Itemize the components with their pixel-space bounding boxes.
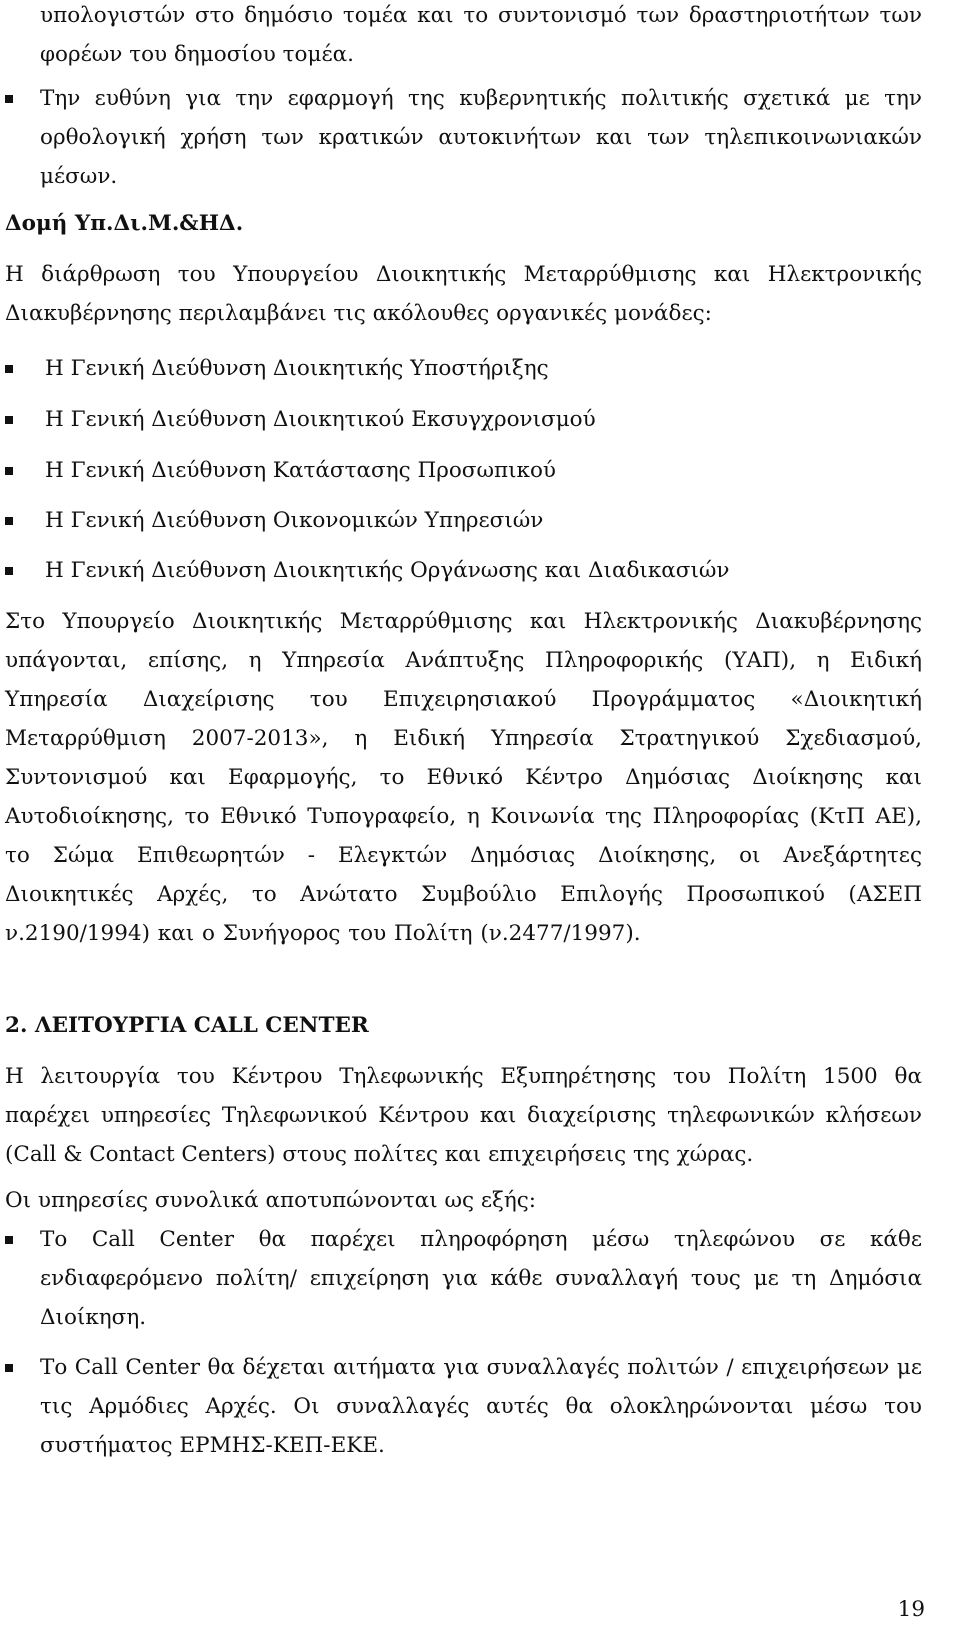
unit-list-item: Η Γενική Διεύθυνση Οικονομικών Υπηρεσιών bbox=[45, 501, 915, 540]
bullet-item: Την ευθύνη για την εφαρμογή της κυβερνητικής πολιτικής σχετικά με την ορθολογική χρήση των κρατικών αυτοκινήτων και των τηλεπικοινωνιακών μέσων. bbox=[40, 79, 922, 196]
section-paragraph: Η λειτουργία του Κέντρου Τηλεφωνικής Εξυπηρέτησης του Πολίτη 1500 θα παρέχει υπηρεσίες Τηλεφωνικού Κέντρου και διαχείρισης τηλεφωνικών κλήσεων (Call & Contact Centers) στους πολίτες και επιχειρήσεις της χώρας. bbox=[5, 1064, 922, 1167]
unit-list-item: Η Γενική Διεύθυνση Διοικητικού Εκσυγχρονισμού bbox=[45, 400, 915, 439]
unit-list-item: Η Γενική Διεύθυνση Διοικητικής Οργάνωσης και Διαδικασιών bbox=[45, 551, 915, 590]
service-bullet: Το Call Center θα παρέχει πληροφόρηση μέσω τηλεφώνου σε κάθε ενδιαφερόμενο πολίτη/ επιχείρηση για κάθε συναλλαγή τους με τη Δημόσια Διοίκηση. bbox=[40, 1220, 922, 1337]
unit-list-item: Η Γενική Διεύθυνση Κατάστασης Προσωπικού bbox=[45, 451, 915, 490]
services-intro: Οι υπηρεσίες συνολικά αποτυπώνονται ως εξής: bbox=[5, 1188, 537, 1213]
structure-intro: Η διάρθρωση του Υπουργείου Διοικητικής Μεταρρύθμισης και Ηλεκτρονικής Διακυβέρνησης περιλαμβάνει τις ακόλουθες οργανικές μονάδες: bbox=[5, 262, 922, 326]
structure-heading: Δομή Υπ.Δι.Μ.&ΗΔ. bbox=[5, 211, 244, 236]
unit-list-item: Η Γενική Διεύθυνση Διοικητικής Υποστήριξης bbox=[45, 349, 915, 388]
page-number: 19 bbox=[897, 1597, 925, 1622]
continued-bullet-text: υπολογιστών στο δημόσιο τομέα και το συντονισμό των δραστηριοτήτων των φορέων του δημοσίου τομέα. bbox=[40, 3, 922, 67]
supervised-bodies-paragraph: Στο Υπουργείο Διοικητικής Μεταρρύθμισης και Ηλεκτρονικής Διακυβέρνησης υπάγονται, επίσης, η Υπηρεσία Ανάπτυξης Πληροφορικής (ΥΑΠ), η Ειδική Υπηρεσία Διαχείρισης του Επιχειρησιακού Προγράμματος «Διοικητική Μεταρρύθμιση 2007-2013», η Ειδική Υπηρεσία Στρατηγικού Σχεδιασμού, Συντονισμού και Εφαρμογής, το Εθνικό Κέντρο Δημόσιας Διοίκησης και Αυτοδιοίκησης, το Εθνικό Τυπογραφείο, η Κοινωνία της Πληροφορίας (ΚτΠ ΑΕ), το Σώμα Επιθεωρητών - Ελεγκτών Δημόσιας Διοίκησης, οι Ανεξάρτητες Διοικητικές Αρχές, το Ανώτατο Συμβούλιο Επιλογής Προσωπικού (ΑΣΕΠ ν.2190/1994) και ο Συνήγορος του Πολίτη (ν.2477/1997). bbox=[5, 609, 922, 946]
service-bullet: Το Call Center θα δέχεται αιτήματα για συναλλαγές πολιτών / επιχειρήσεων με τις Αρμόδιες Αρχές. Οι συναλλαγές αυτές θα ολοκληρώνονται μέσω του συστήματος ΕΡΜΗΣ-ΚΕΠ-ΕΚΕ. bbox=[40, 1348, 922, 1465]
section-heading: 2. ΛΕΙΤΟΥΡΓΙΑ CALL CENTER bbox=[5, 1013, 369, 1038]
